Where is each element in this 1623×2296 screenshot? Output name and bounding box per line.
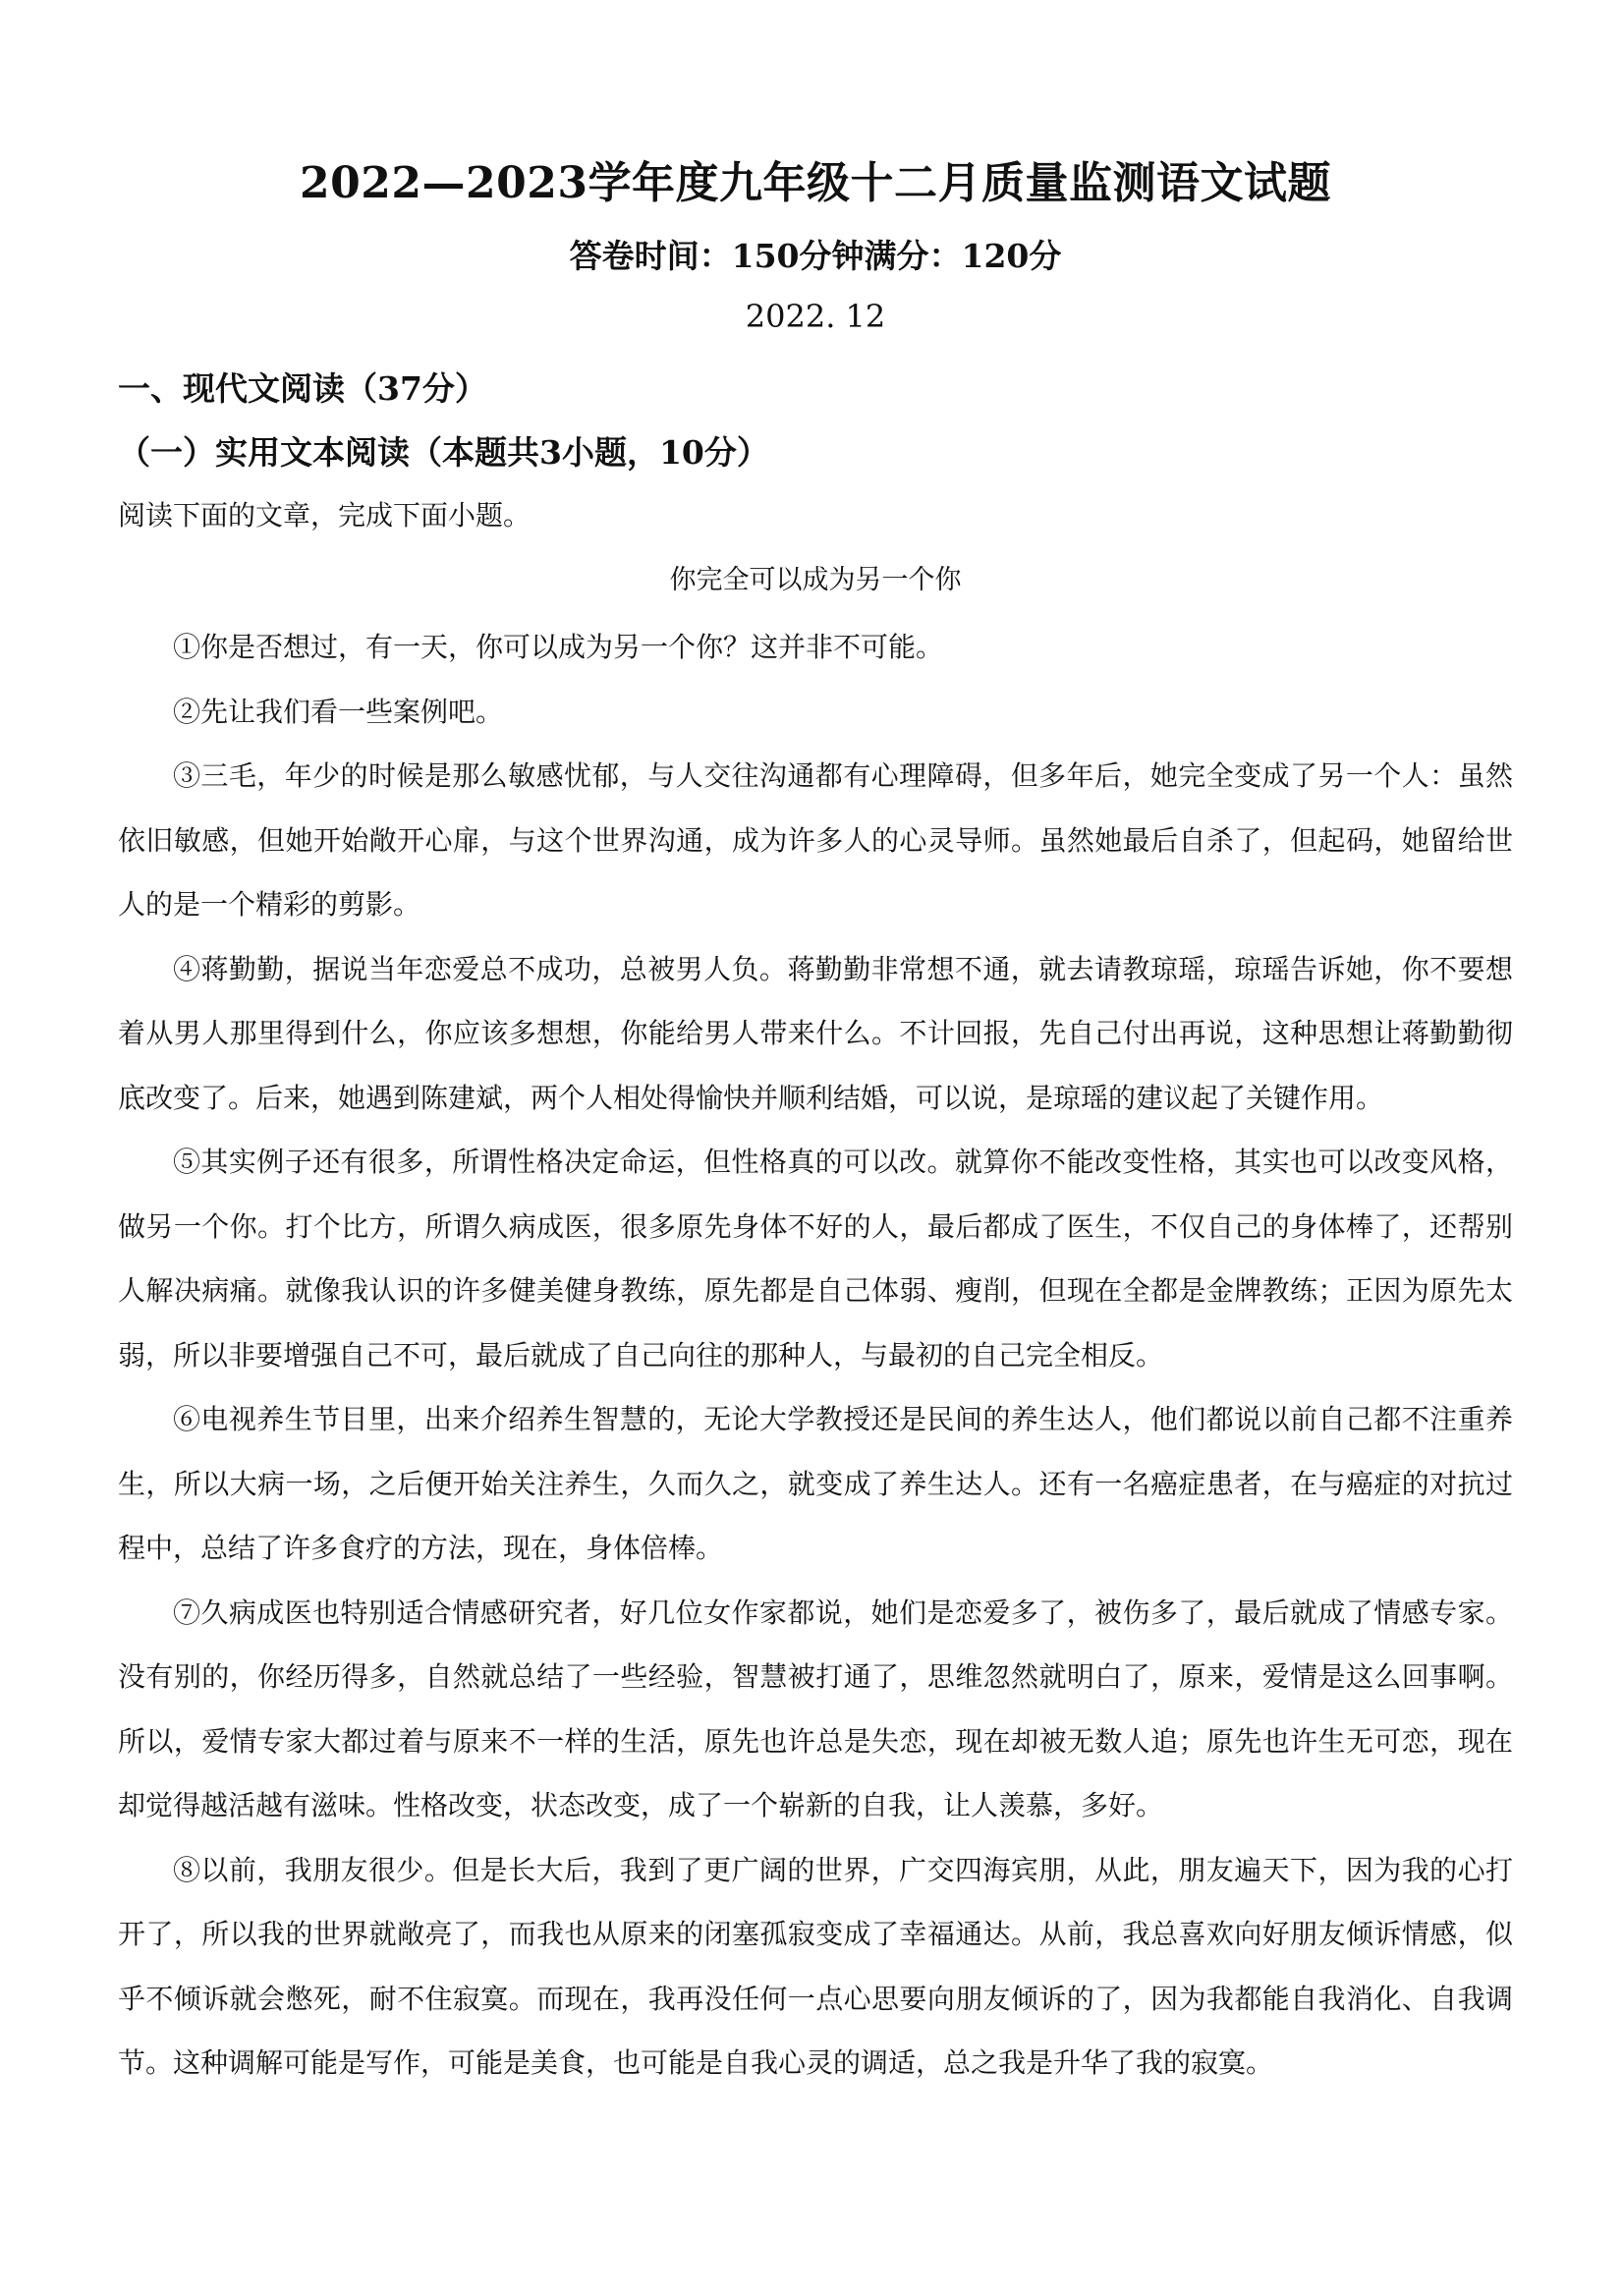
paragraph-5: ⑤其实例子还有很多，所谓性格决定命运，但性格真的可以改。就算你不能改变性格，其实也可以改变风格，做另一个你。打个比方，所谓久病成医，很多原先身体不好的人，最后都成了医生，不仅自己的身体棒了，还帮别人解决病痛。就像我认识的许多健美健身教练，原先都是自己体弱、瘦削，但现在全都是金牌教练；正因为原先太弱，所以非要增强自己不可，最后就成了自己向往的那种人，与最初的自己完全相反。 bbox=[118, 1146, 1513, 1372]
paragraph-7: ⑦久病成医也特别适合情感研究者，好几位女作家都说，她们是恋爱多了，被伤多了，最后就成了情感专家。没有别的，你经历得多，自然就总结了一些经验，智慧被打通了，思维忽然就明白了，原来，爱情是这么回事啊。所以，爱情专家大都过着与原来不一样的生活，原先也许总是失恋，现在却被无数人追；原先也许生无可恋，现在却觉得越活越有滋味。性格改变，状态改变，成了一个崭新的自我，让人羡慕，多好。 bbox=[118, 1596, 1513, 1821]
paragraph-6: ⑥电视养生节目里，出来介绍养生智慧的，无论大学教授还是民间的养生达人，他们都说以前自己都不注重养生，所以大病一场，之后便开始关注养生，久而久之，就变成了养生达人。还有一名癌症患者，在与癌症的对抗过程中，总结了许多食疗的方法，现在，身体倍棒。 bbox=[118, 1403, 1513, 1564]
exam-title: 2022—2023学年度九年级十二月质量监测语文试题 bbox=[300, 158, 1331, 208]
article-body bbox=[118, 615, 1513, 2096]
paragraph-1: ①你是否想过，有一天，你可以成为另一个你？这并非不可能。 bbox=[173, 631, 944, 663]
exam-date: 2022. 12 bbox=[745, 298, 886, 335]
subsection-heading-practical-text: （一）实用文本阅读（本题共3小题，10分） bbox=[118, 433, 769, 472]
section-heading-modern-reading: 一、现代文阅读（37分） bbox=[118, 369, 487, 408]
article-title: 你完全可以成为另一个你 bbox=[669, 565, 962, 595]
paragraph-4: ④蒋勤勤，据说当年恋爱总不成功，总被男人负。蒋勤勤非常想不通，就去请教琼瑶，琼瑶告诉她，你不要想着从男人那里得到什么，你应该多想想，你能给男人带来什么。不计回报，先自己付出再说，这种思想让蒋勤勤彻底改变了。后来，她遇到陈建斌，两个人相处得愉快并顺利结婚，可以说，是琼瑶的建议起了关键作用。 bbox=[118, 952, 1513, 1114]
paragraph-2: ②先让我们看一些案例吧。 bbox=[173, 695, 504, 728]
paragraph-3: ③三毛，年少的时候是那么敏感忧郁，与人交往沟通都有心理障碍，但多年后，她完全变成了另一个人：虽然依旧敏感，但她开始敞开心扉，与这个世界沟通，成为许多人的心灵导师。虽然她最后自杀了，但起码，她留给世人的是一个精彩的剪影。 bbox=[118, 759, 1513, 921]
paragraph-8: ⑧以前，我朋友很少。但是长大后，我到了更广阔的世界，广交四海宾朋，从此，朋友遍天下，因为我的心打开了，所以我的世界就敞亮了，而我也从原来的闭塞孤寂变成了幸福通达。从前，我总喜欢向好朋友倾诉情感，似乎不倾诉就会憋死，耐不住寂寞。而现在，我再没任何一点心思要向朋友倾诉的了，因为我都能自我消化、自我调节。这种调解可能是写作，可能是美食，也可能是自我心灵的调适，总之我是升华了我的寂寞。 bbox=[118, 1853, 1513, 2079]
reading-instruction: 阅读下面的文章，完成下面小题。 bbox=[118, 499, 532, 532]
exam-time-score: 答卷时间：150分钟满分：120分 bbox=[569, 237, 1062, 275]
